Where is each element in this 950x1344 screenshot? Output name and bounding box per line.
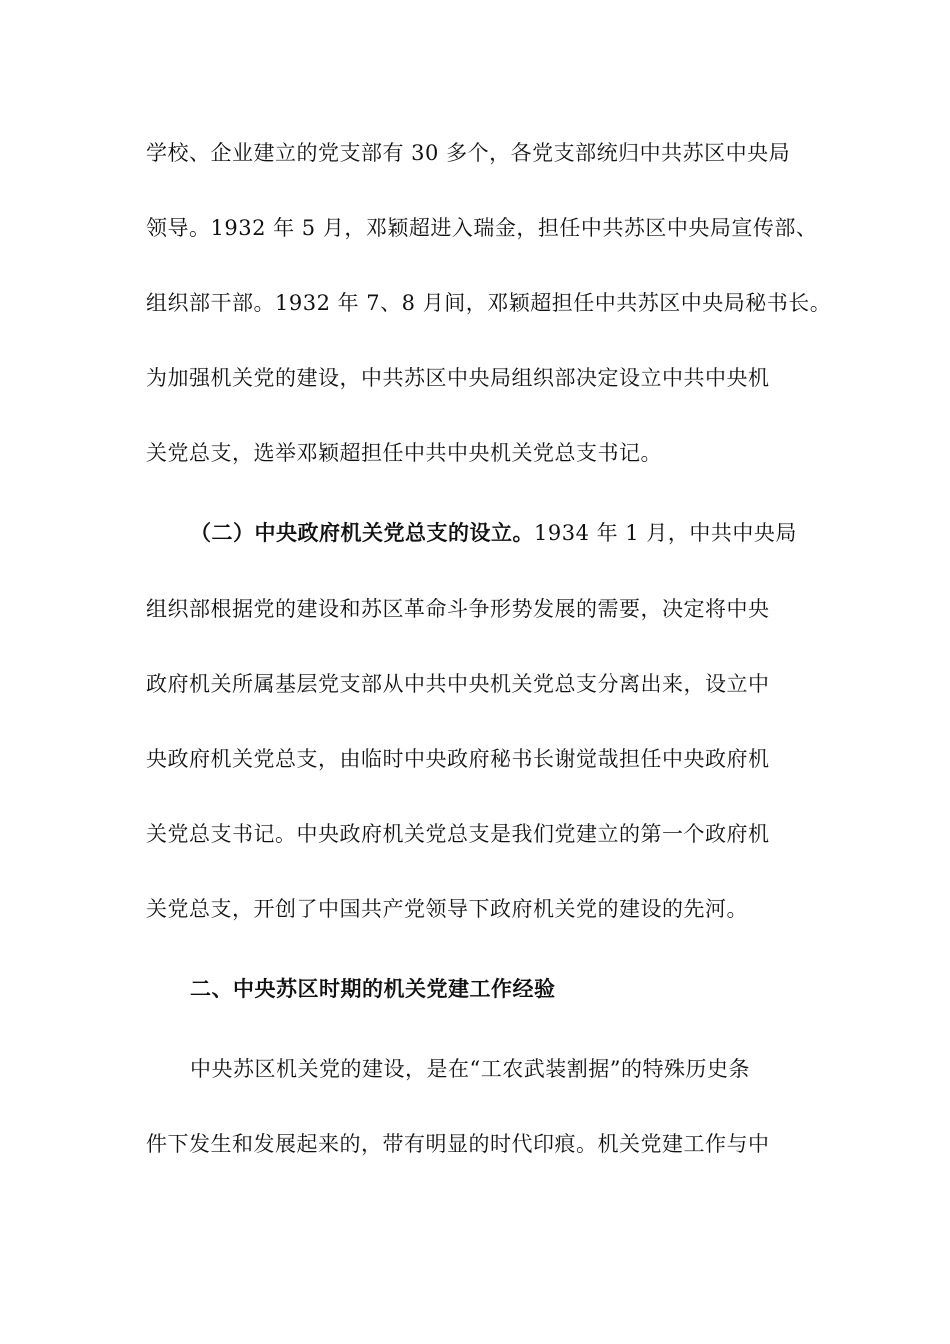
paragraph-line: 中央苏区机关党的建设，是在“工农武装割据”的特殊历史条: [190, 1057, 750, 1081]
paragraph-line: 关党总支，选举邓颖超担任中共中央机关党总支书记。: [146, 441, 662, 465]
paragraph-text: 1934 年 1 月，中共中央局: [534, 521, 797, 545]
paragraph-line: 央政府机关党总支，由临时中央政府秘书长谢觉哉担任中央政府机: [146, 747, 770, 771]
section-heading: 二、中央苏区时期的机关党建工作经验: [190, 976, 556, 1001]
paragraph-line: 为加强机关党的建设，中共苏区中央局组织部决定设立中共中央机: [146, 366, 770, 390]
subsection-heading: （二）中央政府机关党总支的设立。: [190, 520, 534, 545]
paragraph-line: 件下发生和发展起来的，带有明显的时代印痕。机关党建工作与中: [146, 1132, 770, 1156]
subsection-first-line: [190, 518, 870, 548]
paragraph-line: 关党总支书记。中央政府机关党总支是我们党建立的第一个政府机: [146, 822, 770, 846]
paragraph-line: 政府机关所属基层党支部从中共中央机关党总支分离出来，设立中: [146, 672, 770, 696]
paragraph-line: 领导。1932 年 5 月，邓颖超进入瑞金，担任中共苏区中央局宣传部、: [146, 216, 818, 240]
paragraph-line: 学校、企业建立的党支部有 30 多个，各党支部统归中共苏区中央局: [146, 141, 791, 165]
paragraph-line: 组织部干部。1932 年 7、8 月间，邓颖超担任中共苏区中央局秘书长。: [146, 291, 832, 315]
paragraph-line: 关党总支，开创了中国共产党领导下政府机关党的建设的先河。: [146, 897, 748, 921]
paragraph-line: 组织部根据党的建设和苏区革命斗争形势发展的需要，决定将中央: [146, 597, 770, 621]
